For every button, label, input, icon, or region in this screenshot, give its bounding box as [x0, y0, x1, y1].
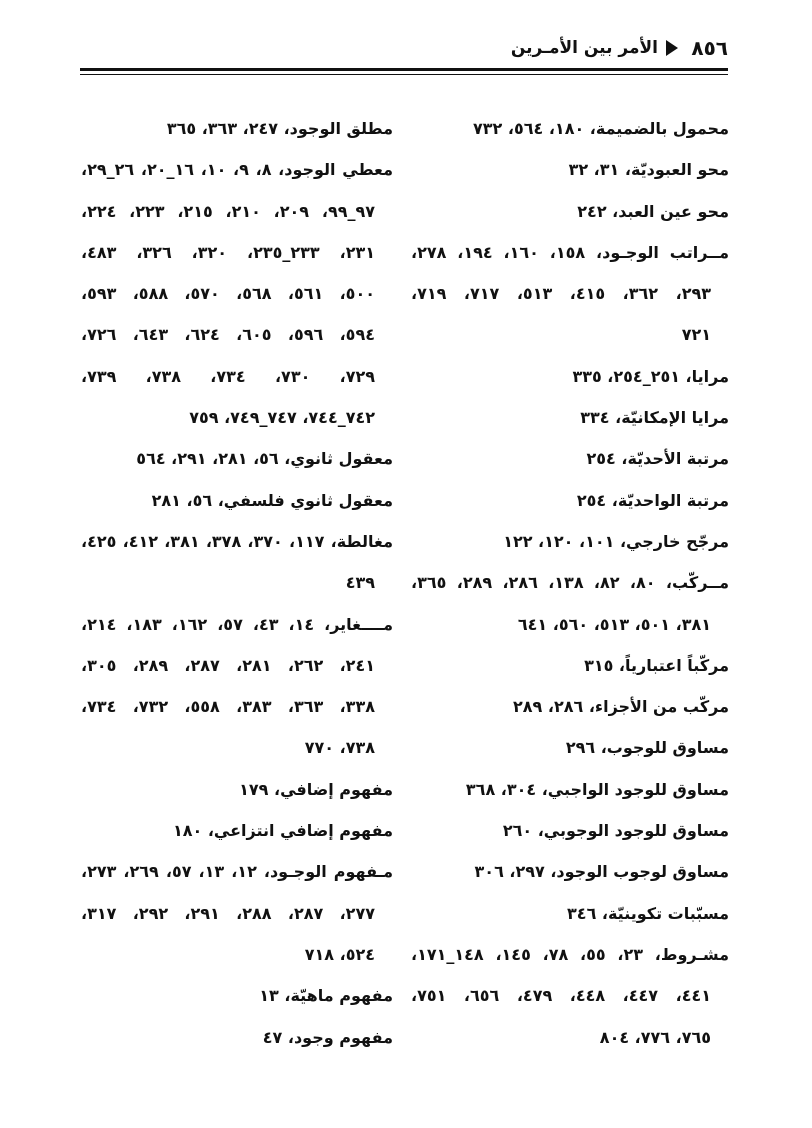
- index-entry-continuation: ٧٤٢_٧٤٤، ٧٤٧_٧٤٩، ٧٥٩: [189, 408, 375, 428]
- index-entry-continuation: ٧٢١: [681, 325, 711, 345]
- index-entry-continuation: ٥٢٤، ٧١٨: [304, 944, 375, 964]
- index-entry: مرايا الإمكانيّة، ٣٣٤: [580, 408, 729, 428]
- index-entry-continuation: ٣٨١، ٥٠١، ٥١٣، ٥٦٠، ٦٤١: [517, 614, 711, 634]
- index-entry: مفهوم إضافي انتزاعي، ١٨٠: [172, 821, 393, 841]
- index-entry: مفهوم ماهيّة، ١٣: [259, 986, 393, 1006]
- index-entry-continuation: ٢٩٣، ٣٦٢، ٤١٥، ٥١٣، ٧١٧، ٧١٩،: [411, 284, 711, 304]
- page-number: ٨٥٦: [691, 36, 728, 60]
- index-entry-continuation: ٧٢٩، ٧٣٠، ٧٣٤، ٧٣٨، ٧٣٩،: [81, 366, 375, 386]
- index-entry: مرتبة الأحديّة، ٢٥٤: [586, 449, 729, 469]
- index-entry-continuation: ٧٣٨، ٧٧٠: [304, 738, 375, 758]
- index-entry-continuation: ٢٤١، ٢٦٢، ٢٨١، ٢٨٧، ٢٨٩، ٣٠٥،: [81, 655, 375, 675]
- index-entry: مفهوم إضافي، ١٧٩: [239, 779, 393, 799]
- index-entry: مركّب من الأجزاء، ٢٨٦، ٢٨٩: [513, 697, 729, 717]
- index-entry-continuation: ٩٧_٩٩، ٢٠٩، ٢١٠، ٢١٥، ٢٢٣، ٢٢٤،: [81, 201, 375, 221]
- index-entry: محو عين العبد، ٢٤٢: [577, 201, 729, 221]
- index-entry-continuation: ٥٠٠، ٥٦١، ٥٦٨، ٥٧٠، ٥٨٨، ٥٩٣،: [81, 284, 375, 304]
- running-title: الأمر بين الأمـرين: [510, 38, 658, 58]
- index-column-right: [411, 108, 729, 1058]
- index-entry: محو العبوديّة، ٣١، ٣٢: [568, 160, 729, 180]
- index-entry: مسبّبات تكوينيّة، ٣٤٦: [567, 903, 729, 923]
- header-rule-thin: [80, 74, 728, 75]
- header-rule-thick: [80, 68, 728, 71]
- index-entry: مساوق للوجود الوجوبي، ٢٦٠: [502, 821, 729, 841]
- index-entry: مساوق للوجوب، ٢٩٦: [565, 738, 729, 758]
- index-entry-continuation: ٤٤١، ٤٤٧، ٤٤٨، ٤٧٩، ٦٥٦، ٧٥١،: [411, 986, 711, 1006]
- index-entry: مرجّح خارجي، ١٠١، ١٢٠، ١٢٢: [503, 531, 729, 551]
- index-entry: مــــغاير، ١٤، ٤٣، ٥٧، ١٦٢، ١٨٣، ٢١٤،: [81, 614, 393, 634]
- index-column-left: [81, 108, 393, 1058]
- index-entry: مركّباً اعتبارياً، ٣١٥: [584, 655, 729, 675]
- index-entry-continuation: ٥٩٤، ٥٩٦، ٦٠٥، ٦٢٤، ٦٤٣، ٧٢٦،: [81, 325, 375, 345]
- triangle-arrow-icon: [666, 40, 678, 56]
- index-entry: مــركّب، ٨٠، ٨٢، ١٣٨، ٢٨٦، ٢٨٩، ٣٦٥،: [411, 573, 729, 593]
- index-entry-continuation: ٤٣٩: [345, 573, 375, 593]
- index-entry-continuation: ٢٣١، ٢٣٣_٢٣٥، ٣٢٠، ٣٢٦، ٤٨٣،: [81, 242, 375, 262]
- index-entry: مشـروط، ٢٣، ٥٥، ٧٨، ١٤٥، ١٤٨_١٧١،: [411, 944, 730, 964]
- index-entry: مساوق للوجود الواجبي، ٣٠٤، ٣٦٨: [465, 779, 729, 799]
- index-entry-continuation: ٢٧٧، ٢٨٧، ٢٨٨، ٢٩١، ٢٩٢، ٣١٧،: [81, 903, 375, 923]
- index-entry: مرتبة الواحديّة، ٢٥٤: [576, 490, 729, 510]
- index-entry-continuation: ٣٣٨، ٣٦٣، ٣٨٣، ٥٥٨، ٧٣٢، ٧٣٤،: [81, 697, 375, 717]
- index-entry: مغالطة، ١١٧، ٣٧٠، ٣٧٨، ٣٨١، ٤١٢، ٤٢٥،: [81, 531, 393, 551]
- index-entry: محمول بالضميمة، ١٨٠، ٥٦٤، ٧٣٢: [473, 119, 729, 138]
- index-entry-continuation: ٧٦٥، ٧٧٦، ٨٠٤: [599, 1027, 711, 1047]
- index-entry: مــراتب الوجـود، ١٥٨، ١٦٠، ١٩٤، ٢٧٨،: [411, 242, 730, 262]
- index-entry: معقول ثانوي، ٥٦، ٢٨١، ٢٩١، ٥٦٤: [136, 449, 393, 469]
- index-entry: مرايا، ٢٥١_٢٥٤، ٣٣٥: [572, 366, 729, 386]
- index-entry: معقول ثانوي فلسفي، ٥٦، ٢٨١: [151, 490, 393, 510]
- index-entry: مساوق لوجوب الوجود، ٢٩٧، ٣٠٦: [474, 862, 729, 882]
- index-entry: معطي الوجود، ٨، ٩، ١٠، ١٦_٢٠، ٢٦_٢٩،: [81, 160, 393, 180]
- index-entry: مفهوم وجود، ٤٧: [262, 1027, 393, 1047]
- index-entry: مطلق الوجود، ٢٤٧، ٣٦٣، ٣٦٥: [166, 119, 393, 138]
- page-header: [80, 36, 728, 68]
- index-entry: مـفهوم الوجـود، ١٢، ١٣، ٥٧، ٢٦٩، ٢٧٣،: [81, 862, 393, 882]
